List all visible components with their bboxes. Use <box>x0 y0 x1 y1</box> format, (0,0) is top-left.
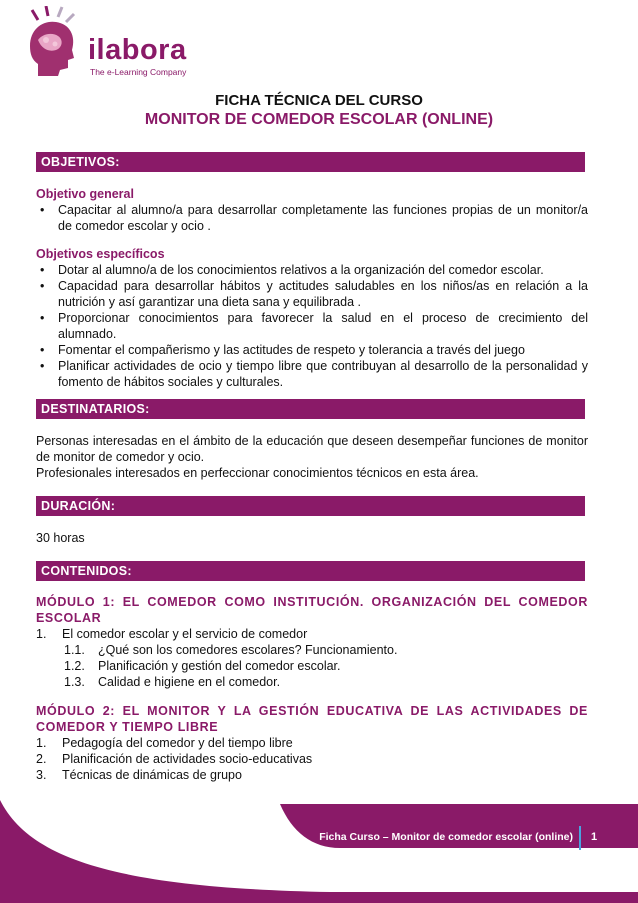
list-item: • Planificar actividades de ocio y tiempo libre que contribuyan al desarrollo de la personalidad y fomento de hábitos sociales y culturales. <box>36 358 588 390</box>
destinatarios-text: Profesionales interesados en perfeccionar conocimientos técnicos en esta área. <box>36 466 479 480</box>
objetivos-section <box>36 186 588 390</box>
modulo-2-title: MÓDULO 2: EL MONITOR Y LA GESTIÓN EDUCATIVA DE LAS ACTIVIDADES DE COMEDOR Y TIEMPO LIBRE <box>36 704 588 734</box>
objetivo-general-list <box>36 202 588 234</box>
duracion-value: 30 horas <box>36 531 85 545</box>
item-number: 1.3. <box>64 675 85 689</box>
list-item <box>36 751 588 767</box>
section-header-duracion: DURACIÓN: <box>36 496 585 516</box>
destinatarios-section <box>36 433 588 481</box>
item-number: 1.2. <box>64 659 85 673</box>
logo-tagline: The e-Learning Company <box>90 67 187 77</box>
list-item: • Capacidad para desarrollar hábitos y actitudes saludables en los niños/as en relación a la nutrición y así garantizar una dieta sana y equilibrada . <box>36 278 588 310</box>
section-header-contenidos: CONTENIDOS: <box>36 561 585 581</box>
list-item: • Dotar al alumno/a de los conocimientos relativos a la organización del comedor escolar. <box>36 262 588 278</box>
list-item <box>36 767 588 783</box>
list-item <box>36 642 588 658</box>
page-number: 1 <box>591 831 598 843</box>
footer-wave-decoration <box>0 800 638 903</box>
item-number: 1. <box>36 627 47 641</box>
list-item <box>36 674 588 690</box>
brain-head-icon <box>24 6 94 76</box>
item-number: 3. <box>36 768 47 782</box>
footer-divider <box>579 826 581 850</box>
footer-course-label: Ficha Curso – Monitor de comedor escolar (online) <box>319 831 573 843</box>
objetivo-general-label: Objetivo general <box>36 187 134 201</box>
item-number: 1. <box>36 736 47 750</box>
contenidos-section <box>36 594 588 783</box>
section-header-destinatarios: DESTINATARIOS: <box>36 399 585 419</box>
item-text: El comedor escolar y el servicio de comedor <box>62 627 308 641</box>
list-item: • Proporcionar conocimientos para favorecer la salud en el proceso de crecimiento del alumnado. <box>36 310 588 342</box>
logo-wordmark: ilabora <box>88 34 187 66</box>
destinatarios-text: Personas interesadas en el ámbito de la educación que deseen desempeñar funciones de monitor de monitor de comedor y ocio. <box>36 434 588 464</box>
list-item <box>36 735 588 751</box>
document-title: FICHA TÉCNICA DEL CURSO <box>215 92 423 109</box>
item-text: Planificación de actividades socio-educativas <box>62 752 313 766</box>
item-text: Calidad e higiene en el comedor. <box>98 675 281 689</box>
objetivos-especificos-list <box>36 262 588 390</box>
item-text: Planificación y gestión del comedor escolar. <box>98 659 341 673</box>
item-text: ¿Qué son los comedores escolares? Funcionamiento. <box>98 643 398 657</box>
list-item <box>36 658 588 674</box>
modulo-1-title: MÓDULO 1: EL COMEDOR COMO INSTITUCIÓN. ORGANIZACIÓN DEL COMEDOR ESCOLAR <box>36 595 588 625</box>
list-item: • Capacitar al alumno/a para desarrollar completamente las funciones propias de un monitor/a de comedor escolar y ocio . <box>36 202 588 234</box>
section-header-objetivos: OBJETIVOS: <box>36 152 585 172</box>
company-logo <box>24 6 194 76</box>
list-item <box>36 626 588 642</box>
item-text: Pedagogía del comedor y del tiempo libre <box>62 736 293 750</box>
list-item: • Fomentar el compañerismo y las actitudes de respeto y tolerancia a través del juego <box>36 342 588 358</box>
item-number: 1.1. <box>64 643 85 657</box>
item-number: 2. <box>36 752 47 766</box>
item-text: Técnicas de dinámicas de grupo <box>62 768 242 782</box>
course-title: MONITOR DE COMEDOR ESCOLAR (ONLINE) <box>144 111 494 128</box>
objetivos-especificos-label: Objetivos específicos <box>36 247 165 261</box>
